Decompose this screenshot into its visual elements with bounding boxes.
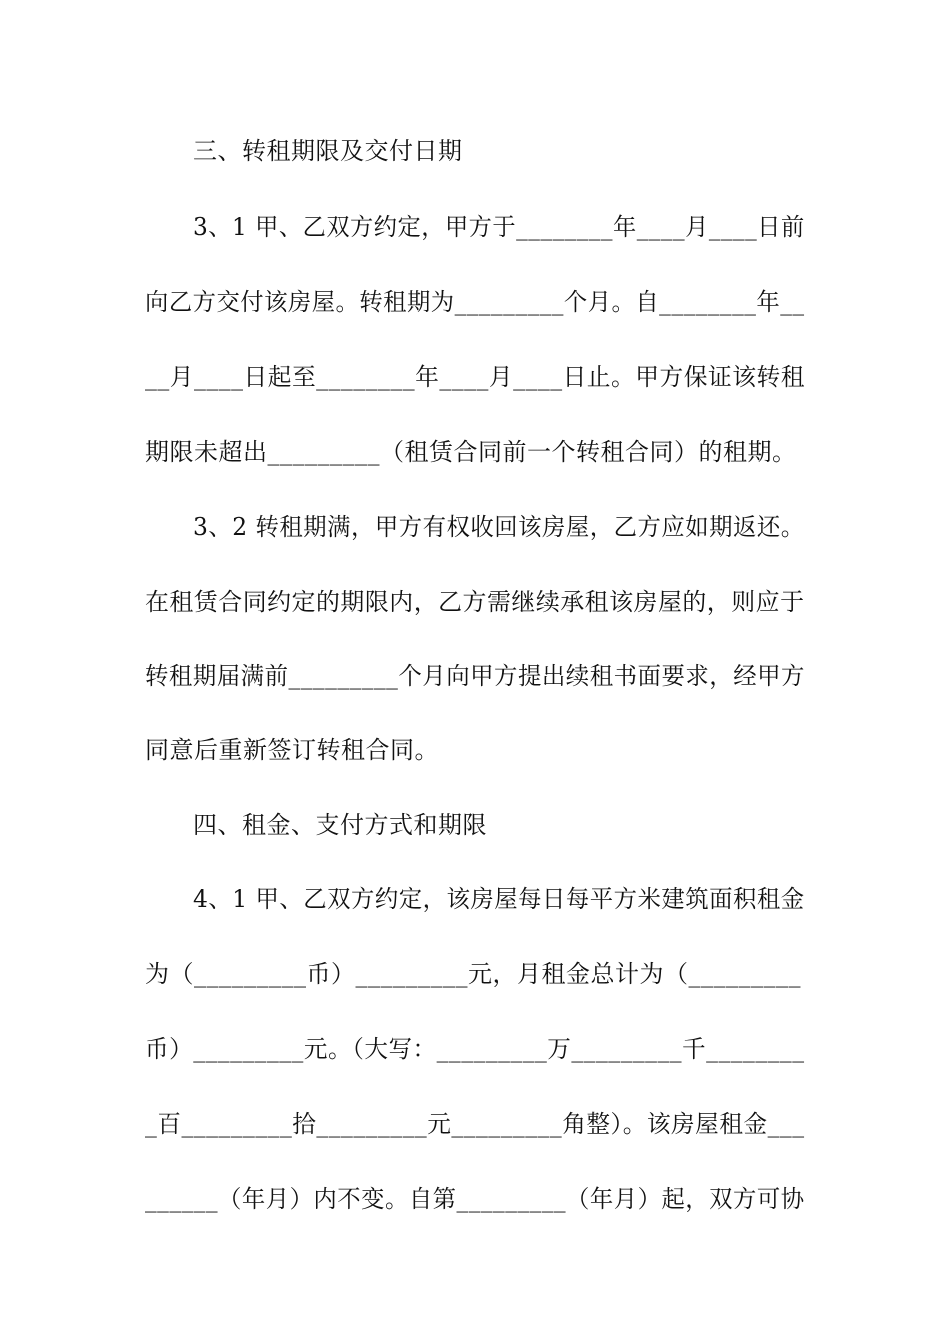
clause-3-2-line-3: 转租期届满前_________个月向甲方提出续租书面要求，经甲方: [145, 662, 805, 690]
clause-3-1-line-4: 期限未超出_________（租赁合同前一个转租合同）的租期。: [145, 438, 797, 466]
clause-4-1-line-5: ______（年月）内不变。自第_________（年月）起，双方可协: [145, 1185, 805, 1213]
clause-3-1-line-1: 3、1 甲、乙双方约定，甲方于________年____月____日前: [193, 213, 805, 241]
clause-3-2-line-1: 3、2 转租期满，甲方有权收回该房屋，乙方应如期返还。: [193, 513, 805, 541]
clause-4-1-line-1: 4、1 甲、乙双方约定，该房屋每日每平方米建筑面积租金: [193, 885, 805, 913]
clause-3-1-line-2: 向乙方交付该房屋。转租期为_________个月。自________年__: [145, 288, 805, 316]
section-heading-3: 三、转租期限及交付日期: [193, 137, 463, 165]
clause-3-2-line-4: 同意后重新签订转租合同。: [145, 736, 439, 764]
clause-4-1-line-4: _百_________拾_________元_________角整）。该房屋租金___: [145, 1110, 805, 1138]
clause-3-2-line-2: 在租赁合同约定的期限内，乙方需继续承租该房屋的，则应于: [145, 588, 805, 616]
clause-3-1-line-3: __月____日起至________年____月____日止。甲方保证该转租: [145, 363, 805, 391]
section-heading-4: 四、租金、支付方式和期限: [193, 811, 487, 839]
clause-4-1-line-2: 为（_________币）_________元，月租金总计为（_________: [145, 960, 801, 988]
clause-4-1-line-3: 币）_________元。（大写：_________万_________千________: [145, 1035, 805, 1063]
